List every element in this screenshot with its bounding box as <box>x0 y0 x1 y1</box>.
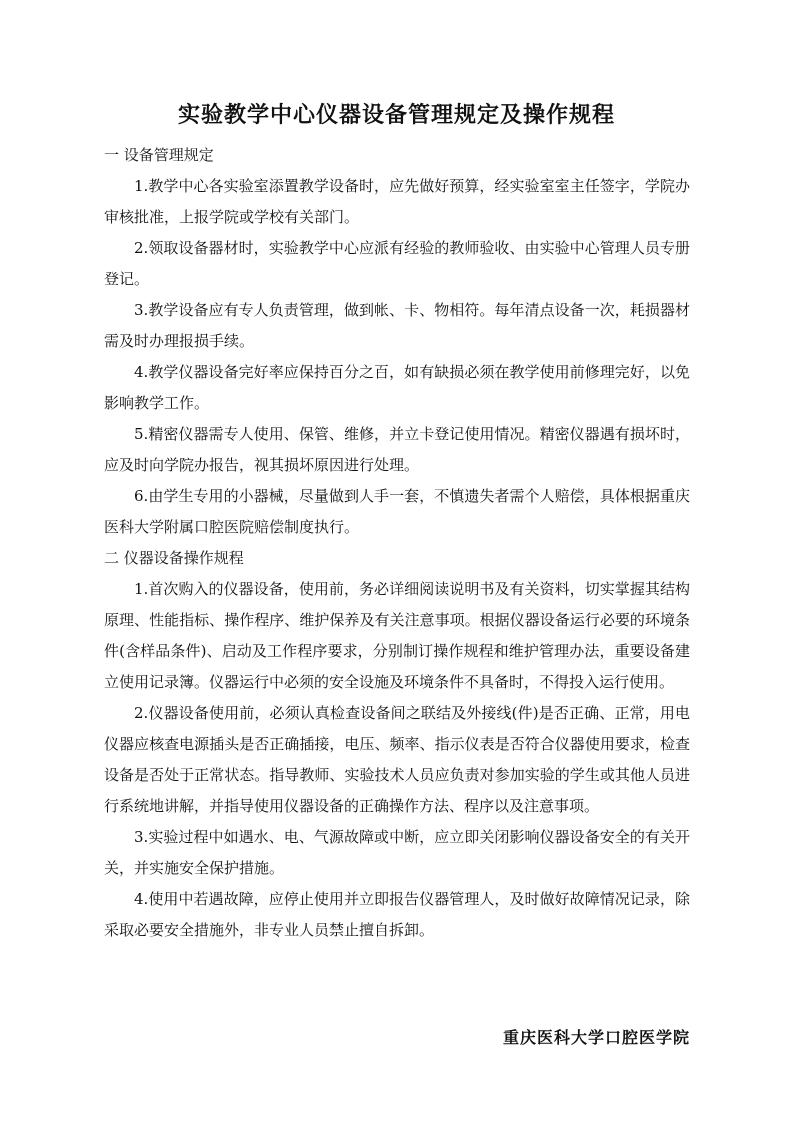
paragraph: 3.教学设备应有专人负责管理，做到帐、卡、物相符。每年清点设备一次，耗损器材需及时办理报损手续。 <box>104 301 690 350</box>
paragraph: 2.领取设备器材时，实验教学中心应派有经验的教师验收、由实验中心管理人员专册登记。 <box>104 239 690 288</box>
paragraph: 2.仪器设备使用前，必须认真检查设备间之联结及外接线(件)是否正确、正常，用电仪器应核查电源插头是否正确插接，电压、频率、指示仪表是否符合仪器使用要求，检查设备是否处于正常状态。指导教师、实验技术人员应负责对参加实验的学生或其他人员进行系统地讲解，并指导使用仪器设备的正确操作方法、程序以及注意事项。 <box>104 704 690 815</box>
signature-institution: 重庆医科大学口腔医学院 <box>502 1028 690 1047</box>
paragraph: 4.使用中若遇故障，应停止使用并立即报告仪器管理人，及时做好故障情况记录，除采取必要安全措施外，非专业人员禁止擅自拆卸。 <box>104 890 690 939</box>
section-heading: 一 设备管理规定 <box>104 146 214 164</box>
document-title: 实验教学中心仪器设备管理规定及操作规程 <box>177 103 615 128</box>
section-operating-procedures <box>104 543 690 946</box>
paragraph: 5.精密仪器需专人使用、保管、维修，并立卡登记使用情况。精密仪器遇有损坏时，应及时向学院办报告，视其损坏原因进行处理。 <box>104 425 690 474</box>
document-body <box>104 140 690 946</box>
paragraph: 6.由学生专用的小器械，尽量做到人手一套，不慎遗失者需个人赔偿，具体根据重庆医科大学附属口腔医院赔偿制度执行。 <box>104 487 690 536</box>
section-equipment-management <box>104 140 690 543</box>
section-heading: 二 仪器设备操作规程 <box>104 549 244 567</box>
paragraph: 3.实验过程中如遇水、电、气源故障或中断，应立即关闭影响仪器设备安全的有关开关，并实施安全保护措施。 <box>104 828 690 877</box>
paragraph: 4.教学仪器设备完好率应保持百分之百，如有缺损必须在教学使用前修理完好，以免影响教学工作。 <box>104 363 690 412</box>
paragraph: 1.首次购入的仪器设备，使用前，务必详细阅读说明书及有关资料，切实掌握其结构原理、性能指标、操作程序、维护保养及有关注意事项。根据仪器设备运行必要的环境条件(含样品条件)、启动及工作程序要求，分别制订操作规程和维护管理办法，重要设备建立使用记录簿。仪器运行中必须的安全设施及环境条件不具备时，不得投入运行使用。 <box>104 580 690 691</box>
paragraph: 1.教学中心各实验室添置教学设备时，应先做好预算，经实验室室主任签字，学院办审核批准，上报学院或学校有关部门。 <box>104 177 690 226</box>
